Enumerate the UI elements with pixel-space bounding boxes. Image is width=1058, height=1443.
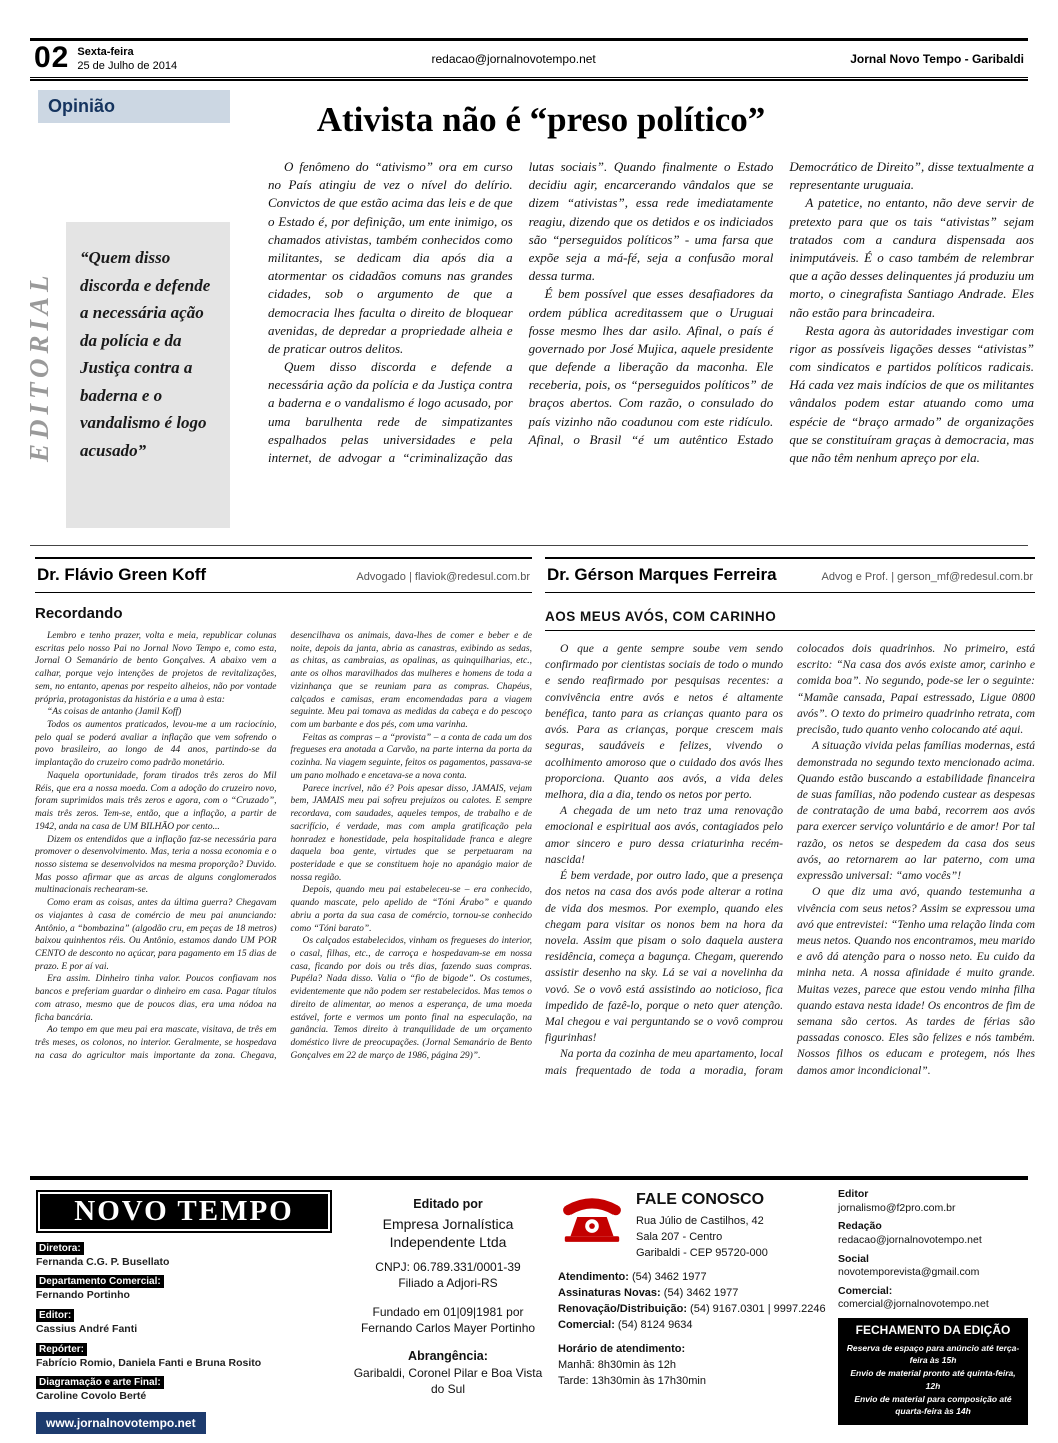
coverage-label: Abrangência: (408, 1349, 488, 1363)
column-paragraph: Ao tempo em que meu pai era mascate, visitava, de três em três meses, os colonos, no interior. Geralmente, se hospedava na casa do agricultor mais importante da zona. Chegava, desencilhava os animais, dava-lhes de comer e beber e de noite, depois da janta, abria as canastras, exibindo as sedas, as chitas, as cambraias, as opalinas, as quinquilharias, etc., ante os olhos maravilhados das mulheres e homens de toda a vizinhança que se reuniam para as compras. Chapéus, calçados e camisas, eram encomendadas para a viagem seguinte. Meu pai tomava as medidas da cabeça e do pescoço com um barbante e dos pés, com uma varinha. (35, 631, 532, 1061)
column-paragraph: Como eram as coisas, antes da última guerra? Chegavam os viajantes à casa de comércio de meu pai anunciando: Antônio, a “bombazina” (algodão cru, em peças de 18 metros) baixou quinhentos réis. Ou Antônio, estamos dando UM POR CENTO de desconto no açúcar, para pagamento em 15 dias de prazo. E por aí vai. (35, 898, 277, 972)
editorial-paragraph: Resta agora às autoridades investigar com rigor as possíveis ligações desses “ativistas” com sindicatos e partidos políticos radicais. Há cada vez mais indícios de que os militantes vândalos podem estar atuando como uma espécie de “braço armado” de organizações que se constituíram graças à democracia, mas que não têm nenhum apreço por ela. (789, 322, 1034, 465)
novo-tempo-logo-text: NOVO TEMPO (40, 1194, 328, 1229)
footer-emails (838, 1188, 1028, 1425)
header-rule (30, 77, 1028, 81)
contact-line-label: Renovação/Distribuição: (558, 1302, 687, 1315)
column-paragraph: A chegada de um neto traz uma renovação emocional e espiritual aos avós, contagiados pelo amor sincero e puro dessa criaturinha recém-nascida! (545, 804, 783, 866)
email-value: jornalismo@f2pro.com.br (838, 1201, 956, 1214)
contact-line (558, 1270, 850, 1286)
column-paragraph: O que diz uma avó, quando testemunha a vivência com seus netos? Assim se expressou uma avó que entrevistei: “Tenho uma relação linda com meus netos. Quando nos encontramos, meu marido e avô dá atenção para o nosso neto. Eu cuido da minha neta. A nossa afinidade é muito grande. Muitas vezes, parece que estou vendo minha filha quando estava nesta idade! Os encontros de fim de semana são certos. As tardes de férias são passadas conosco. Eles são felizes e nós também. Nossos filhos os educam e protegem, nós lhes damos amor incondicional”. (797, 885, 1035, 1077)
staff-item (36, 1238, 332, 1269)
staff-value: Fernanda C.G. P. Busellato (36, 1255, 170, 1268)
footer-contact (558, 1188, 850, 1390)
publisher-name: Empresa Jornalística Independente Ltda (382, 1215, 514, 1251)
phone-icon (558, 1188, 626, 1246)
column-header (35, 557, 532, 593)
date-block (77, 43, 177, 74)
column-paragraph: A situação vivida pelas famílias modernas, está demonstrada no segundo texto mencionado acima. Quando estão buscando a estabilidade financeira de suas famílias, não podendo custear as despesas de contratação de uma babá, recorrem aos avós para exercer serviço voluntário e de amor! Por tal razão, os netos se despedem da casa dos seus avós, ao retornarem ao lar paterno, com uma expressão universal: “amo vocês”! (797, 739, 1035, 883)
editorial-headline: Ativista não é “preso político” (316, 100, 766, 139)
staff-value: Fernando Portinho (36, 1289, 130, 1302)
editorial-paragraph: A patetice, no entanto, não deve servir de pretexto para que os tais “ativistas” sejam tratados com a candura dispensada aos inimputáveis. É o caso também de relembrar que a ação desses delinquentes já produziu um morto, o cinegrafista Santiago Andrade. Eles não estão para brincadeira. (789, 195, 1034, 320)
weekday-label: Sexta-feira (77, 46, 134, 58)
coverage-area: Garibaldi, Coronel Pilar e Boa Vista do Sul (353, 1365, 543, 1397)
contact-line-label: Comercial: (558, 1318, 615, 1331)
novo-tempo-logo (36, 1190, 332, 1233)
masthead-row (30, 41, 1028, 77)
page-header (30, 38, 1028, 81)
column-paragraph: O que a gente sempre soube vem sendo confirmado por cientistas sociais de todo o mundo e sendo reafirmado por pesquisas recentes: a convivência entre avós e netos é altamente benéfica, tanto para as crianças quanto para os avós. Para as crianças, porque crescem mais seguras, saudáveis e felizes, vivendo o acolhimento amoroso que o cuidado dos avós lhes proporciona. Quanto aos avós, a vida deles melhora, dia a dia, tendo os netos por perto. (545, 642, 783, 801)
publisher-cnpj: CNPJ: 06.789.331/0001-39 (375, 1260, 521, 1275)
editorial-pull-quote: “Quem disso discorda e defende a necessária ação da polícia e da Justiça contra a baderna e o vandalismo é logo acusado” (66, 222, 230, 528)
column-body (35, 630, 532, 1170)
staff-value: Fabrício Romio, Daniela Fanti e Bruna Rosito (36, 1356, 262, 1369)
contact-line-value: (54) 8124 9634 (617, 1318, 693, 1331)
page-number: 02 (34, 41, 70, 74)
contact-line-value: (54) 3462 1977 (663, 1286, 739, 1299)
editorial-paragraph: É bem possível que esses desafiadores da ordem pública acreditassem que o Uruguai fosse mesmo lhes dar asilo. Afinal, o país é governado por José Mujica, aquele presidente que defende a liberação da maconha. Ele receberia, pois, os “perseguidos políticos” de braços abertos. Com razão, o consulado do país vizinho não coadunou com este ridículo. Afinal, o Brasil “é um autêntico Estado Democrático de Direito”, disse textualmente a representante uruguaia. (528, 159, 1034, 447)
email-item (838, 1285, 1028, 1312)
staff-value: Caroline Covolo Berté (36, 1390, 147, 1403)
contact-address-block (636, 1188, 768, 1262)
column-title: Recordando (35, 605, 123, 622)
section-label-opiniao: Opinião (38, 90, 230, 123)
email-item (838, 1188, 1028, 1215)
staff-label: Diretora: (36, 1242, 84, 1255)
staff-item (36, 1372, 332, 1403)
email-item (838, 1220, 1028, 1247)
column-header (545, 557, 1035, 593)
footer-publisher (348, 1196, 548, 1397)
email-label: Editor (838, 1188, 869, 1200)
contact-line-label: Atendimento: (558, 1271, 629, 1283)
section-divider (30, 545, 1028, 546)
column-body (545, 641, 1035, 1156)
email-label: Social (838, 1252, 869, 1265)
staff-value: Cassius André Fanti (36, 1322, 138, 1335)
email-value: redacao@jornalnovotempo.net (838, 1233, 982, 1246)
contact-line (558, 1302, 850, 1318)
column-paragraph: Parece incrível, não é? Pois apesar disso, JAMAIS, vejam bem, JAMAIS meu pai sofreu prejuízos ou calotes. E sempre recordava, com saudades, aqueles tempos, de trabalho e de sacrifício, é verdade, mas com ampla gratificação pela honradez e honestidade, pela hospitalidade franca e alegre daquela boa gente, virtudes que se perpetuaram na posteridade e que se constituem hoje no apanágio maior de nossa região. (290, 783, 532, 883)
hours-line: Tarde: 13h30min às 17h30min (558, 1374, 706, 1387)
contact-line-value: (54) 3462 1977 (631, 1271, 707, 1283)
column-gerson-ferreira (545, 557, 1035, 1156)
address-line: Rua Júlio de Castilhos, 42 (636, 1215, 764, 1228)
column-paragraph: Depois, quando meu pai estabeleceu-se – era conhecido, quando mascate, pelo apelido de “Tóni Árabo” e quando abriu a porta da sua casa de comércio, tornou-se conhecido como “Tóni barato”. (290, 885, 532, 934)
author-byline: Advog e Prof. | gerson_mf@redesul.com.br (821, 571, 1033, 583)
editorial-body (268, 158, 1034, 467)
publisher-affiliation: Filiado a Adjori-RS (398, 1276, 498, 1291)
staff-label: Diagramação e arte Final: (36, 1376, 164, 1389)
author-name: Dr. Gérson Marques Ferreira (547, 565, 777, 584)
staff-label: Repórter: (36, 1343, 87, 1356)
contact-header (558, 1188, 850, 1262)
staff-item (36, 1305, 332, 1336)
column-paragraph: Os calçados estabelecidos, vinham os fregueses do interior, o casal, filhas, etc., de carroça e hospedavam-se em nossa casa, ficando por dois ou três dias, fazendo suas compras. Pupéla? Nada disso. Valia o “fio de bigode”. Os costumes, evidentemente que não podem ser restabelecidos. Mas temos o direito de alimentar, ao menos a esperança, de uma moeda estável, forte e vermos um ponto final na especulação, na ganância. Temos direito à tranquilidade de um orçamento doméstico livre de preocupações. (Jornal Semanário de Bento Gonçalves em 22 de março de 1986, página 29)”. (290, 936, 532, 1061)
staff-label: Departamento Comercial: (36, 1275, 164, 1288)
column-flavio-koff (35, 557, 532, 1170)
column-paragraph: Dizem os entendidos que a inflação faz-se necessária para promover o desenvolvimento. Mas, teria a nossa economia e o nosso sistema se desenvolvidos na mesma proporção? Duvido. Mas posso afirmar que as arcas de alguns conglomerados multinacionais rechearam-se. (35, 834, 277, 896)
hours-title: Horário de atendimento: (558, 1342, 686, 1355)
editorial-paragraph: Quem disso discorda e defende a necessária ação da polícia e da Justiça contra a baderna e o vandalismo é logo acusado, por uma barulhenta rede de simpatizantes espalhados pelas universidades e pela internet, de advogar a “criminalização das lutas sociais”. Quando finalmente o Estado decidiu agir, encarcerando vândalos que se dizem “ativistas”, essa rede imediatamente reagiu, dizendo que os detidos e os indiciados são “perseguidos políticos” - uma farsa que expõe seja a má-fé, seja a confusão moral dessa turma. (268, 159, 774, 465)
hours-line: Manhã: 8h30min às 12h (558, 1358, 677, 1371)
email-label: Comercial: (838, 1284, 893, 1297)
closing-line: Envio de material para composição até quarta-feira às 14h (854, 1393, 1012, 1417)
contact-line (558, 1318, 850, 1334)
column-paragraph: Feitas as compras – a “provista” – a conta de cada um dos fregueses era anotada a Carvão, na parte interna da porta da cozinha. Na viagem seguinte, feitos os pagamentos, passava-se um pano molhado e encetava-se a nova conta. (290, 732, 532, 781)
edited-by-label: Editado por (413, 1197, 483, 1211)
header-brand: Jornal Novo Tempo - Garibaldi (850, 52, 1024, 66)
website-url: www.jornalnovotempo.net (36, 1412, 206, 1434)
publisher-founded: Fundado em 01|09|1981 por Fernando Carlos Mayer Portinho (360, 1304, 536, 1335)
email-value: novotemporevista@gmail.com (838, 1266, 980, 1279)
staff-item (36, 1271, 332, 1302)
column-paragraph: É bem verdade, por outro lado, que a presença dos netos na casa dos avós pode alterar a rotina de vida dos mesmos. Por exemplo, quando eles chegam para visitar os nonos bem na hora da novela. Assim que pisam o solo daquela austera residência, começa a bagunça. Chegam, querendo assistir desenho na sky. Lá se vai a novelinha da vovó. Se o vovô está assistindo ao noticioso, fica impedido de fazê-lo, porque o neto quer atenção. Mal chegou e vai perguntando se o vovô comprou figurinhas! (545, 869, 783, 1045)
contact-line (558, 1286, 850, 1302)
contact-title: FALE CONOSCO (636, 1191, 765, 1208)
address-line: Sala 207 - Centro (636, 1231, 723, 1244)
date-label: 25 de Julho de 2014 (77, 59, 178, 72)
footer-paper-info (36, 1190, 332, 1434)
column-title: AOS MEUS AVÓS, COM CARINHO (545, 609, 1035, 631)
closing-title: FECHAMENTO DA EDIÇÃO (855, 1323, 1011, 1338)
staff-item (36, 1339, 332, 1370)
column-paragraph: Era assim. Dinheiro tinha valor. Poucos confiavam nos bancos e preferiam guardar o dinheiro em casa. Pagar títulos com atraso, mesmo que de poucos dias, era uma nódoa na ficha bancária. (35, 974, 277, 1023)
email-item (838, 1253, 1028, 1280)
author-name: Dr. Flávio Green Koff (37, 565, 207, 584)
address-line: Garibaldi - CEP 95720-000 (636, 1247, 768, 1260)
contact-line-label: Assinaturas Novas: (558, 1286, 661, 1299)
closing-lines (844, 1342, 1022, 1419)
staff-label: Editor: (36, 1309, 74, 1322)
header-email: redacao@jornalnovotempo.net (431, 52, 596, 66)
email-label: Redação (838, 1220, 882, 1233)
column-paragraph: “As coisas de antanho (Jamil Koff) (47, 707, 182, 718)
column-paragraph: Na porta da cozinha de meu apartamento, local mais frequentado de toda a moradia, foram colocados dois quadrinhos. No primeiro, está escrito: “Na casa dos avós existe amor, carinho e comida boa”. No segundo, pode-se ler o seguinte: “Mamãe cansada, Papai estressado, Ligue 0800 avós”. O texto do primeiro quadrinho retrata, com precisão, tudo quanto venho colocando até aqui. (545, 642, 1035, 1077)
column-paragraph: Lembro e tenho prazer, volta e meia, republicar colunas escritas pelo nosso Pai no Jornal Novo Tempo e, como esta, Jornal O Semanário de bento Gonçalves. A abaixo vem a calhar, porque vejo intenções de projetos de revitalizações, sem, no entanto, apenas por respeito alheios, não por vontade própria, protagonistas da história e a uma à esta: (35, 631, 277, 705)
page-footer (30, 1176, 1028, 1430)
editorial-vertical-label: EDITORIAL (24, 270, 54, 462)
closing-deadlines-box (838, 1318, 1028, 1425)
column-paragraph: Todos os aumentos praticados, levou-me a um raciocínio, pelo qual se poderá avaliar a inflação que vem sofrendo o povo brasileiro, ao longo de 44 anos, partindo-se da implantação do cruzeiro como padrão monetário. (35, 720, 277, 769)
editorial-paragraph: O fenômeno do “ativismo” ora em curso no País atingiu de vez o nível do delírio. Convictos de que estão acima das leis e de que o Estado é, por definição, um ente inimigo, os chamados ativistas, também conhecidos como militantes, se dedicam dia após dia a atormentar os cidadãos comuns nas grandes cidades, sob o argumento de que a democracia lhes faculta o direito de bloquear avenidas, de depredar a propriedade alheia e de praticar outros delitos. (268, 159, 513, 356)
email-value: comercial@jornalnovotempo.net (838, 1298, 989, 1311)
closing-line: Reserva de espaço para anúncio até terça-feira às 15h (846, 1342, 1020, 1366)
contact-line-value: (54) 9167.0301 | 9997.2246 (690, 1302, 826, 1315)
closing-line: Envio de material pronto até quinta-feira, 12h (850, 1368, 1016, 1391)
author-byline: Advogado | flaviok@redesul.com.br (356, 571, 530, 583)
column-paragraph: Naquela oportunidade, foram tirados três zeros do Mil Réis, que era a nossa moeda. Com a adoção do cruzeiro novo, foram suprimidos mais três zeros e agora, com o “Cruzado”, mais três zeros. Tem-se, então, que a inflação, a partir de 1942, anda na casa de UM BILHÃO por cento... (35, 770, 277, 832)
contact-phone-lines (558, 1270, 850, 1334)
staff-list (36, 1238, 332, 1403)
